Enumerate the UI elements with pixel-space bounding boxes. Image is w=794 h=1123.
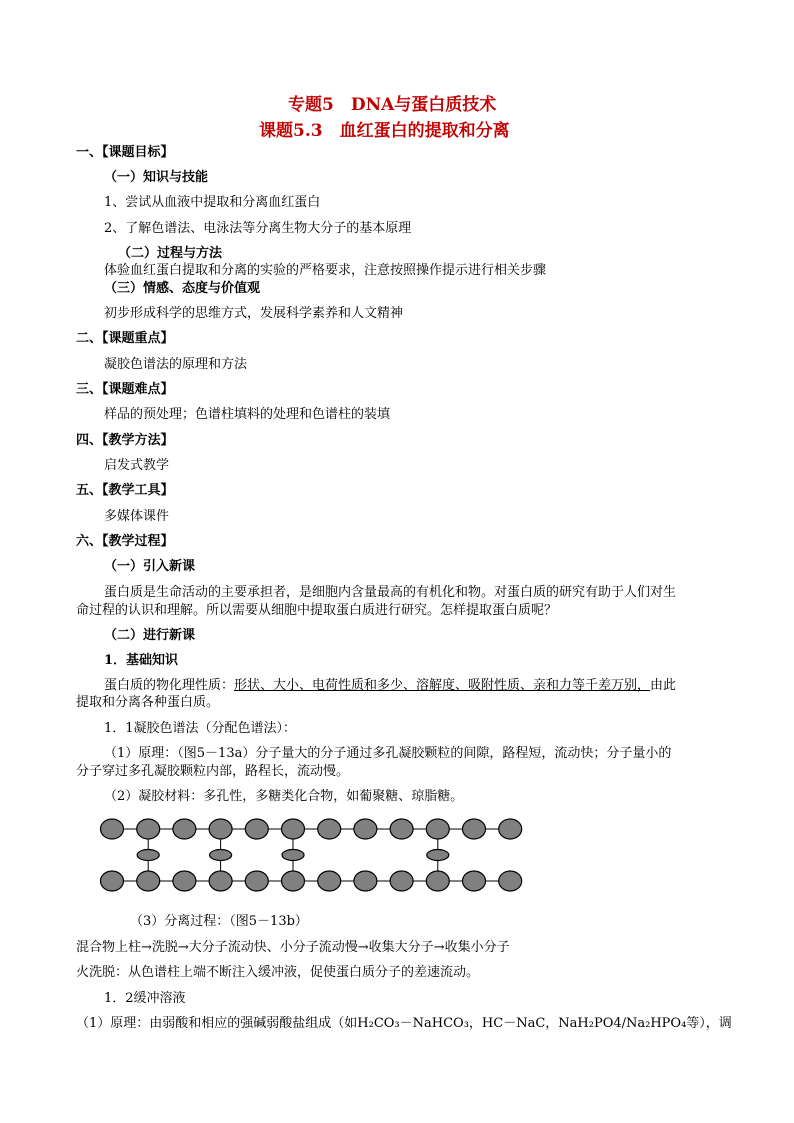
- separation-process-line: （3）分离过程：（图5－13b）: [130, 914, 308, 929]
- gel-bead: [173, 819, 196, 839]
- gel-bead: [390, 819, 413, 839]
- section1-sub1: （一）知识与技能: [104, 170, 209, 185]
- gel-bead: [499, 871, 522, 891]
- gel-bead: [209, 819, 232, 839]
- crosslink-bead: [137, 850, 159, 861]
- section6-sub1: （一）引入新课: [104, 559, 196, 574]
- gel-bead: [426, 871, 449, 891]
- protein-properties-end: 由此: [650, 678, 677, 693]
- gel-bead: [354, 819, 377, 839]
- gel-principle-line2: 分子穿过多孔凝胶颗粒内部，路程长，流动慢。: [76, 764, 350, 779]
- section1-text2: 体验血红蛋白提取和分离的实验的严格要求，注意按照操作提示进行相关步骤: [104, 263, 547, 278]
- protein-properties-line2: 提取和分离各种蛋白质。: [76, 695, 220, 710]
- crosslink-bead: [427, 850, 449, 861]
- protein-properties-underlined: 形状、大小、电荷性质和多少、溶解度、吸附性质、亲和力等千差万别，: [234, 678, 651, 693]
- gel-bead: [282, 819, 305, 839]
- wash-line: 火洗脱：从色谱柱上端不断注入缓冲液，促使蛋白质分子的差速流动。: [76, 965, 480, 980]
- gel-bead: [463, 871, 486, 891]
- section1-sub3: （三）情感、态度与价值观: [104, 281, 261, 296]
- section5-heading: 五、【教学工具】: [76, 483, 174, 498]
- section1-sub2: （二）过程与方法: [118, 246, 223, 261]
- buffer-title: 1．2缓冲溶液: [104, 991, 186, 1006]
- crosslink-bead: [282, 850, 304, 861]
- section1-heading: 一、【课题目标】: [76, 145, 174, 160]
- section2-text: 凝胶色谱法的原理和方法: [104, 357, 248, 372]
- gel-bead: [354, 871, 377, 891]
- gel-bead: [209, 871, 232, 891]
- section3-heading: 三、【课题难点】: [76, 382, 174, 397]
- gel-bead: [390, 871, 413, 891]
- section6-heading: 六、【教学过程】: [76, 534, 174, 549]
- gel-principle-line1: （1）原理：（图5－13a）分子量大的分子通过多孔凝胶颗粒的间隙，路程短，流动快；分子量小的: [104, 746, 672, 761]
- gel-bead: [499, 819, 522, 839]
- gel-bead: [173, 871, 196, 891]
- gel-bead: [463, 819, 486, 839]
- gel-bead: [318, 871, 341, 891]
- gel-bead: [137, 871, 160, 891]
- section1-item1: 1、尝试从血液中提取和分离血红蛋白: [104, 195, 321, 210]
- protein-properties-label: 蛋白质的物化理性质：: [104, 678, 235, 693]
- gel-material-line: （2）凝胶材料：多孔性，多糖类化合物，如葡聚糖、琼脂糖。: [104, 789, 464, 804]
- gel-bead: [426, 819, 449, 839]
- gel-bead: [101, 871, 124, 891]
- section1-text3: 初步形成科学的思维方式，发展科学素养和人文精神: [104, 306, 404, 321]
- gel-bead: [245, 819, 268, 839]
- section2-heading: 二、【课题重点】: [76, 331, 174, 346]
- gel-bead: [318, 819, 341, 839]
- separation-flow-line: 混合物上柱→洗脱→大分子流动快、小分子流动慢→收集大分子→收集小分子: [76, 940, 510, 955]
- section4-text: 启发式教学: [104, 458, 170, 473]
- doc-title: 专题5 DNA与蛋白质技术: [288, 95, 497, 115]
- basic-knowledge-heading: 1．基础知识: [104, 653, 179, 668]
- section5-text: 多媒体课件: [104, 509, 170, 524]
- section3-text: 样品的预处理；色谱柱填料的处理和色谱柱的装填: [104, 407, 391, 422]
- section4-heading: 四、【教学方法】: [76, 433, 174, 448]
- doc-subtitle: 课题5.3 血红蛋白的提取和分离: [259, 121, 510, 141]
- gel-bead: [137, 819, 160, 839]
- intro-line2: 命过程的认识和理解。所以需要从细胞中提取蛋白质进行研究。怎样提取蛋白质呢？: [76, 603, 558, 618]
- gel-bead: [245, 871, 268, 891]
- section1-item2: 2、了解色谱法、电泳法等分离生物大分子的基本原理: [104, 221, 412, 236]
- gel-beads: [101, 819, 522, 891]
- gel-bead: [101, 819, 124, 839]
- buffer-principle-line: （1）原理：由弱酸和相应的强碱弱酸盐组成（如H₂CO₃－NaHCO₃，HC－NaC，NaH₂PO4/Na₂HPO₄等），调: [76, 1016, 732, 1031]
- section6-sub2: （二）进行新课: [104, 628, 196, 643]
- intro-line1: 蛋白质是生命活动的主要承担者，是细胞内含量最高的有机化和物。对蛋白质的研究有助于人们对生: [104, 585, 677, 600]
- gel-bead: [282, 871, 305, 891]
- crosslink-bead: [210, 850, 232, 861]
- gel-chromatography-title: 1．1凝胶色谱法（分配色谱法）：: [104, 721, 297, 736]
